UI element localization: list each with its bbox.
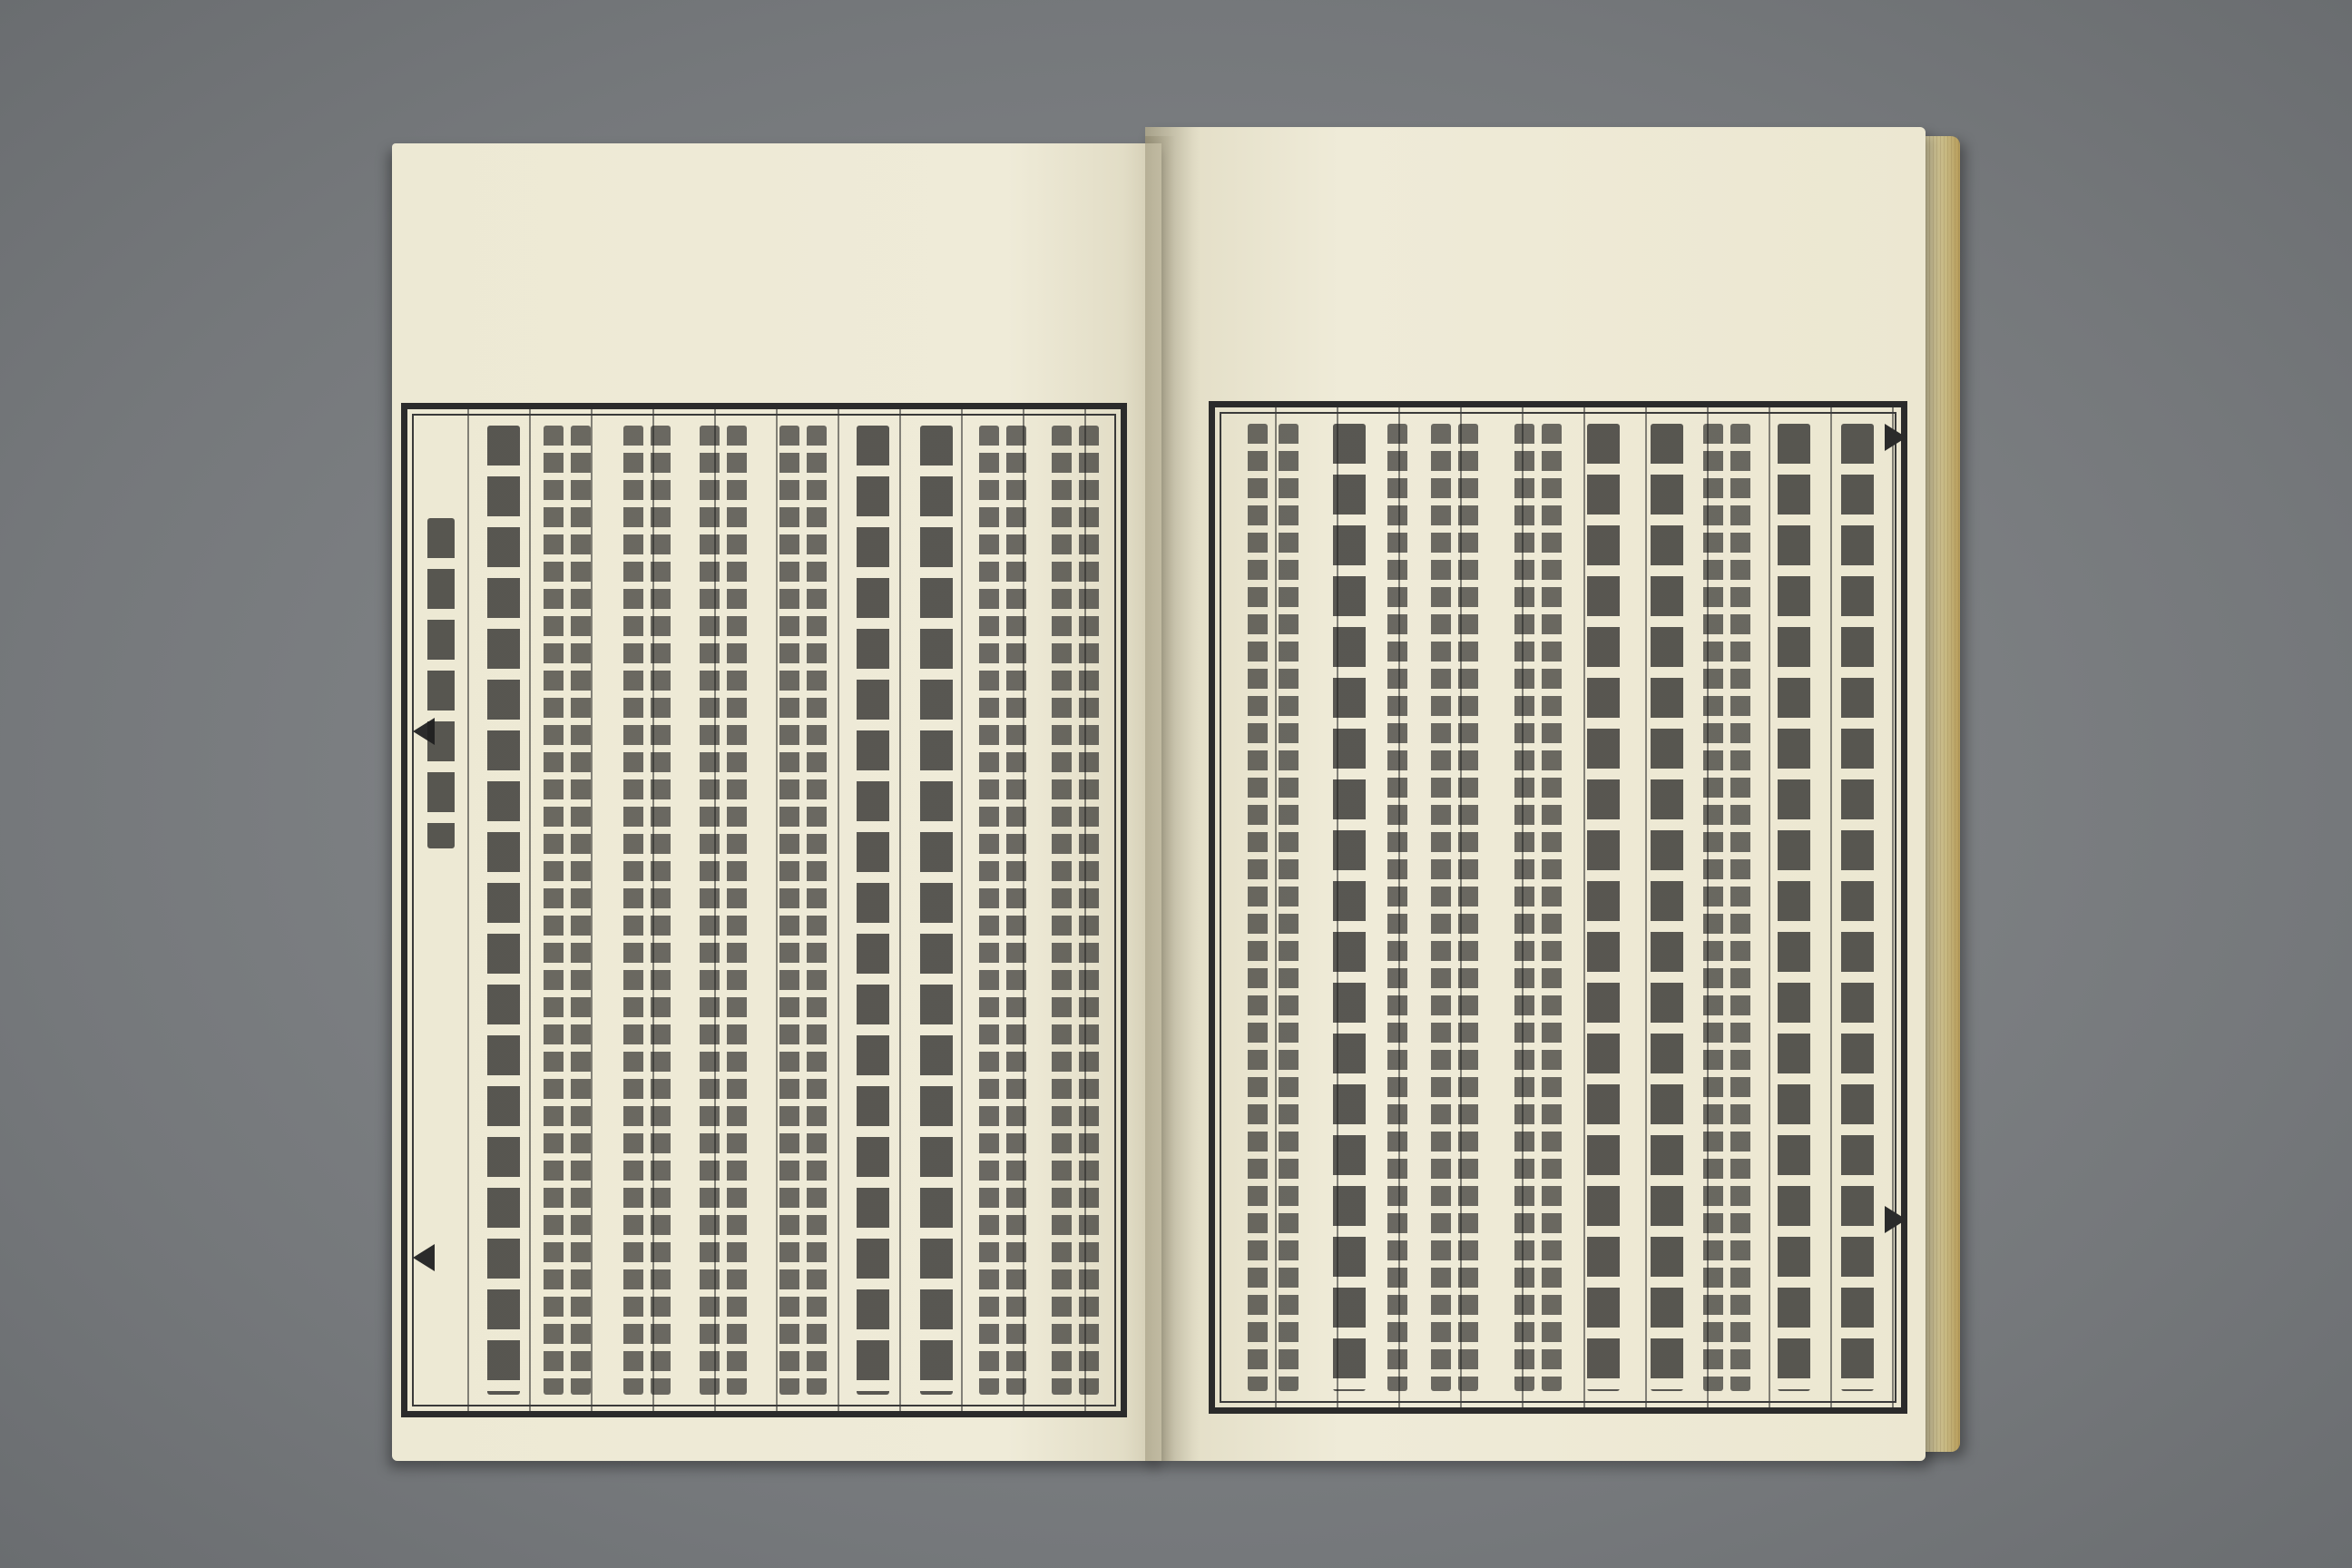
text-column [1778,424,1810,1391]
annotation-column [544,426,564,1395]
annotation-column [1248,424,1268,1391]
annotation-column [571,426,591,1395]
annotation-column [779,426,799,1395]
annotation-column [1052,426,1072,1395]
annotation-column [1431,424,1451,1391]
annotation-column [1006,426,1026,1395]
left-page-printed-frame [401,403,1127,1417]
text-column [1841,424,1874,1391]
text-column [487,426,520,1395]
text-column [1587,424,1620,1391]
left-page [392,143,1161,1461]
annotation-column [1703,424,1723,1391]
annotation-column [1730,424,1750,1391]
annotation-column [1458,424,1478,1391]
annotation-column [807,426,827,1395]
annotation-column [1387,424,1407,1391]
annotation-column [651,426,671,1395]
annotation-column [1279,424,1298,1391]
annotation-column [623,426,643,1395]
annotation-column [700,426,720,1395]
text-column [1651,424,1683,1391]
book-gutter [1145,136,1176,1461]
annotation-column [1514,424,1534,1391]
right-page-printed-frame [1209,401,1907,1414]
page-margin-title-column [427,518,455,848]
text-column [1333,424,1366,1391]
text-column [857,426,889,1395]
right-page [1145,127,1926,1461]
annotation-column [1079,426,1099,1395]
annotation-column [727,426,747,1395]
annotation-column [1542,424,1562,1391]
annotation-column [979,426,999,1395]
text-column [920,426,953,1395]
